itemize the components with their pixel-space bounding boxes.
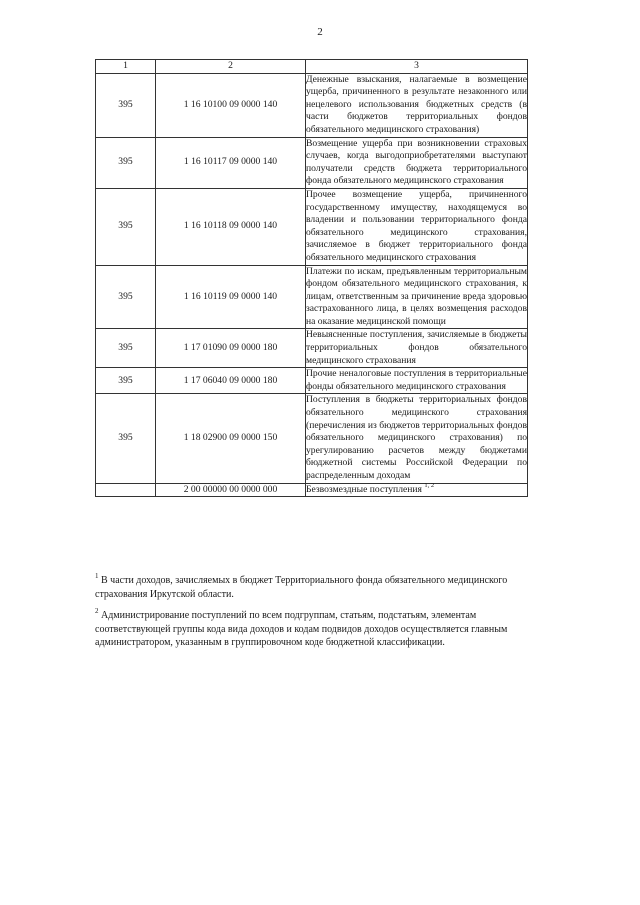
description-cell: Возмещение ущерба при возникновении страховых случаев, когда выгодоприобретателями выступают получатели средств бюджета территориального фонда обязательного медицинского страхования	[306, 137, 528, 188]
footnote-mark: 1	[95, 572, 99, 580]
table-row	[96, 329, 528, 368]
description-cell: Денежные взыскания, налагаемые в возмещение ущерба, причиненного в результате незаконного или нецелевого использования бюджетных средств (в части бюджетов территориальных фондов обязательного медицинского страхования)	[306, 73, 528, 137]
description-cell: Платежи по искам, предъявленным территориальным фондом обязательного медицинского страхования, к лицам, ответственным за причинение вреда здоровью застрахованного лица, в целях возмещения расходов на оказание медицинской помощи	[306, 265, 528, 329]
table-row	[96, 137, 528, 188]
revenue-code-cell: 1 16 10118 09 0000 140	[156, 188, 306, 265]
footnote-text: Администрирование поступлений по всем подгруппам, статьям, подстатьям, элементам соответствующей группы кода вида доходов и кодам подвидов доходов осуществляется главным администратором, указанным в группировочном коде бюджетной классификации.	[95, 610, 508, 649]
admin-code-cell: 395	[96, 394, 156, 483]
description-text: Безвозмездные поступления	[306, 483, 422, 495]
footnotes	[95, 574, 527, 658]
description-cell: Невыясненные поступления, зачисляемые в бюджеты территориальных фондов обязательного медицинского страхования	[306, 329, 528, 368]
footnote-reference: 1, 2	[424, 481, 435, 489]
table-row	[96, 73, 528, 137]
table-row	[96, 483, 528, 497]
admin-code-cell: 395	[96, 368, 156, 394]
table-row	[96, 265, 528, 329]
footnote-1	[95, 574, 527, 601]
footnote-2	[95, 609, 527, 650]
revenue-code-cell: 1 16 10117 09 0000 140	[156, 137, 306, 188]
revenue-code-cell: 1 16 10100 09 0000 140	[156, 73, 306, 137]
page-number: 2	[317, 26, 323, 38]
description-cell: Поступления в бюджеты территориальных фондов обязательного медицинского страхования (перечисления из бюджетов территориальных фондов обязательного медицинского страхования) по урегулированию расчетов между бюджетами бюджетной системы Российской Федерации по распределенным доходам	[306, 394, 528, 483]
admin-code-cell: 395	[96, 265, 156, 329]
revenue-code-cell: 1 16 10119 09 0000 140	[156, 265, 306, 329]
footnote-text: В части доходов, зачисляемых в бюджет Территориального фонда обязательного медицинского страхования Иркутской области.	[95, 575, 508, 600]
table-row	[96, 188, 528, 265]
column-header-2: 2	[156, 60, 306, 74]
admin-code-cell: 395	[96, 73, 156, 137]
table-header-row	[96, 60, 528, 74]
revenue-code-cell: 1 18 02900 09 0000 150	[156, 394, 306, 483]
table-row	[96, 368, 528, 394]
description-cell	[306, 483, 528, 497]
admin-code-cell: 395	[96, 137, 156, 188]
revenue-code-cell: 2 00 00000 00 0000 000	[156, 483, 306, 497]
column-header-1: 1	[96, 60, 156, 74]
admin-code-cell: 395	[96, 329, 156, 368]
admin-code-cell	[96, 483, 156, 497]
revenue-codes-table	[95, 59, 528, 497]
revenue-code-cell: 1 17 01090 09 0000 180	[156, 329, 306, 368]
column-header-3: 3	[306, 60, 528, 74]
admin-code-cell: 395	[96, 188, 156, 265]
description-cell: Прочее возмещение ущерба, причиненного государственному имуществу, находящемуся во владении и пользовании территориального фонда обязательного медицинского страхования, зачисляемое в бюджет территориального фонда обязательного медицинского страхования	[306, 188, 528, 265]
table-row	[96, 394, 528, 483]
description-cell: Прочие неналоговые поступления в территориальные фонды обязательного медицинского страхования	[306, 368, 528, 394]
footnote-mark: 2	[95, 607, 99, 616]
revenue-code-cell: 1 17 06040 09 0000 180	[156, 368, 306, 394]
